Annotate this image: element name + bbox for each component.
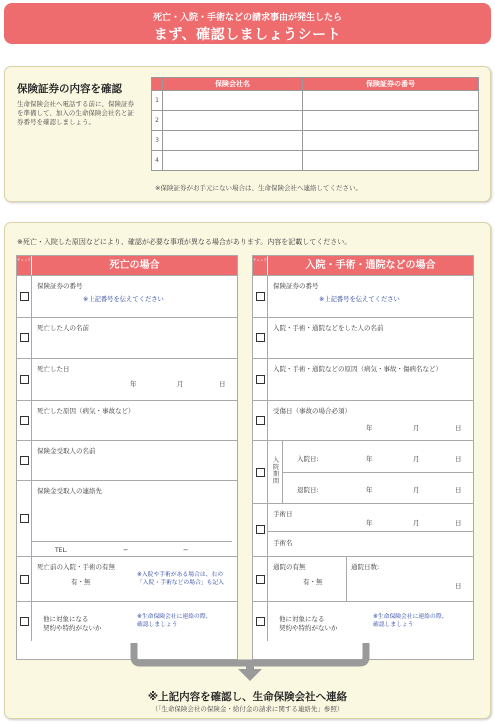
hint-line: 確認しましょう [373, 622, 414, 628]
yes-no-choice[interactable]: 有・無 [303, 578, 323, 586]
hospital-column [252, 255, 474, 660]
death-row-contact [17, 480, 237, 556]
row-number: 3 [152, 131, 163, 151]
table-row [152, 151, 479, 171]
policy-hint: ※上記番号を伝えてください [83, 296, 164, 303]
policy-panel [4, 66, 491, 202]
field-label: 入院・手術・通院などをした人の名前 [273, 324, 384, 332]
policy-description: 生命保険会社へ電話する前に、保険証券を準備して、加入の生命保険会社名と証券番号を確認しましょう。 [17, 100, 134, 126]
admission-label: 入院日: [297, 455, 319, 463]
tel-dash: − [183, 546, 189, 554]
surgery-name-label: 手術名 [273, 539, 293, 547]
period-label: 入院期間 [272, 457, 279, 485]
number-cell[interactable] [303, 111, 479, 131]
death-row-date [17, 358, 237, 400]
row-number: 4 [152, 151, 163, 171]
field-label: 死亡した日 [37, 365, 70, 373]
field-label: 契約や特約がないか [279, 624, 338, 632]
death-row-name [17, 317, 237, 358]
number-cell[interactable] [303, 131, 479, 151]
footer-main: ※上記内容を確認し、生命保険会社へ連絡 [147, 691, 348, 703]
tel-label: TEL. [55, 547, 68, 554]
field-label: 通院の有無 [273, 563, 306, 571]
divider [346, 557, 347, 601]
header-title: まず、確認しましょうシート [153, 27, 342, 43]
field-label: 手術日 [273, 510, 293, 518]
year-unit: 年 [366, 455, 373, 463]
hospital-row-surgery [253, 503, 473, 556]
table-row [152, 91, 479, 111]
policy-table [151, 77, 479, 171]
hint-line: ※入院や手術がある場合は、右の [137, 572, 224, 578]
field-label: 保険金受取人の名前 [37, 447, 96, 455]
month-unit: 月 [413, 424, 420, 432]
check-note: ※死亡・入院した原因などにより、確認が必要な事項が異なる場合があります。内容を記載してください。 [17, 238, 352, 246]
other-hint [137, 613, 211, 629]
company-cell[interactable] [163, 111, 303, 131]
hint-line: ※生命保険会社に連絡の際、 [137, 614, 212, 620]
month-unit: 月 [413, 455, 420, 463]
divider [282, 472, 473, 473]
down-arrow-icon [125, 643, 375, 683]
policy-hint: ※上記番号を伝えてください [319, 296, 400, 303]
hospital-row-name [253, 317, 473, 358]
day-unit: 日 [455, 519, 462, 527]
year-unit: 年 [366, 486, 373, 494]
field-label: 死亡した人の名前 [37, 324, 89, 332]
sheet-header [4, 3, 491, 44]
checkbox[interactable] [256, 525, 265, 534]
divider [32, 541, 232, 542]
policy-note: ※保険証券がお手元にない場合は、生命保険会社へ連絡してください。 [155, 184, 362, 192]
checkbox[interactable] [256, 375, 265, 384]
checkbox[interactable] [20, 292, 29, 301]
death-row-cause [17, 400, 237, 440]
field-label: 死亡前の入院・手術の有無 [37, 563, 115, 571]
day-unit: 日 [455, 424, 462, 432]
field-label: 他に対象になる [279, 615, 325, 623]
table-row [152, 131, 479, 151]
company-cell[interactable] [163, 131, 303, 151]
field-label: 保険証券の番号 [273, 282, 319, 290]
field-label: 入院・手術・通院などの原因（病気・事故・傷病名など） [273, 365, 442, 373]
checkbox[interactable] [256, 617, 265, 626]
hospital-row-outpatient [253, 556, 473, 601]
field-label: 契約や特約がないか [43, 624, 102, 632]
year-unit: 年 [366, 424, 373, 432]
company-cell[interactable] [163, 91, 303, 111]
table-corner [152, 78, 163, 91]
days-label: 通院日数: [351, 563, 380, 571]
death-column [16, 255, 238, 660]
checkbox[interactable] [256, 333, 265, 342]
hospital-column-title: 入院・手術・通院などの場合 [305, 260, 436, 271]
checkbox[interactable] [20, 333, 29, 342]
number-cell[interactable] [303, 151, 479, 171]
checkbox[interactable] [20, 575, 29, 584]
field-label: 受傷日（事故の場合必須） [273, 407, 351, 415]
death-row-beneficiary [17, 440, 237, 480]
death-row-policy [17, 275, 237, 317]
column-header-company: 保険会社名 [163, 78, 303, 91]
check-column-label: チェック [17, 256, 32, 275]
year-unit: 年 [366, 519, 373, 527]
other-hint [373, 613, 447, 629]
month-unit: 月 [413, 519, 420, 527]
hospital-row-period [253, 440, 473, 503]
check-panel [4, 222, 491, 719]
tel-dash: − [123, 546, 129, 554]
hint-line: ※生命保険会社に連絡の際、 [373, 614, 448, 620]
header-subtitle: 死亡・入院・手術などの請求事由が発生したら [152, 13, 342, 23]
hint-line: 確認しましょう [137, 622, 178, 628]
checkbox[interactable] [20, 456, 29, 465]
column-header-number: 保険証券の番号 [303, 78, 479, 91]
hospital-row-cause [253, 358, 473, 400]
row-number: 2 [152, 111, 163, 131]
divider [268, 531, 473, 532]
death-column-title: 死亡の場合 [109, 260, 160, 271]
prior-hint [137, 571, 224, 587]
hospital-row-policy [253, 275, 473, 317]
day-unit: 日 [455, 455, 462, 463]
checkbox[interactable] [20, 514, 29, 523]
day-unit: 日 [455, 486, 462, 494]
field-label: 保険証券の番号 [37, 282, 83, 290]
checkbox[interactable] [20, 375, 29, 384]
death-column-header [17, 256, 237, 275]
checkbox[interactable] [256, 468, 265, 477]
discharge-label: 退院日: [297, 486, 319, 494]
month-unit: 月 [413, 486, 420, 494]
month-unit: 月 [177, 380, 184, 388]
check-column-label: チェック [253, 256, 268, 275]
day-unit: 日 [219, 380, 226, 388]
yes-no-choice[interactable]: 有・無 [71, 578, 91, 586]
checkbox[interactable] [256, 292, 265, 301]
checkbox[interactable] [20, 617, 29, 626]
hint-line: 「入院・手術などの場合」も記入 [137, 580, 224, 586]
field-label: 保険金受取人の連絡先 [37, 487, 102, 495]
hospital-row-injury [253, 400, 473, 440]
checkbox[interactable] [256, 416, 265, 425]
table-row [152, 111, 479, 131]
year-unit: 年 [130, 380, 137, 388]
row-number: 1 [152, 91, 163, 111]
number-cell[interactable] [303, 91, 479, 111]
company-cell[interactable] [163, 151, 303, 171]
day-unit: 日 [455, 582, 462, 590]
hospital-row-other [253, 601, 473, 641]
footer-sub: （「生命保険会社の保険金・給付金の請求に関する連絡先」参照） [151, 705, 344, 713]
field-label: 死亡した原因（病気・事故など） [37, 407, 135, 415]
checkbox[interactable] [20, 416, 29, 425]
field-label: 他に対象になる [43, 615, 89, 623]
checkbox[interactable] [256, 575, 265, 584]
policy-title: 保険証券の内容を確認 [17, 83, 122, 95]
death-row-other [17, 601, 237, 641]
death-row-prior [17, 556, 237, 601]
hospital-column-header [253, 256, 473, 275]
